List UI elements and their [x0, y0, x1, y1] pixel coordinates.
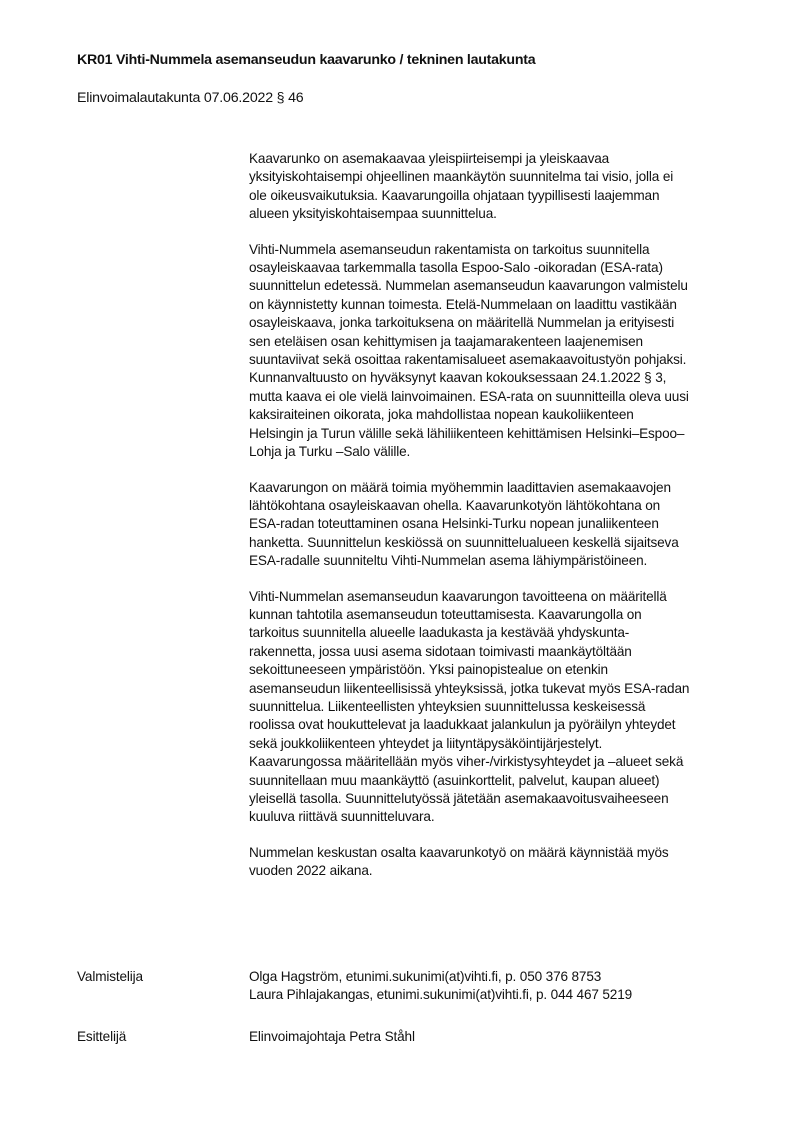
text-line: Kaavarungossa määritellään myös viher-/virkistysyhteydet ja –alueet sekä [249, 754, 684, 770]
text-line: suunnittelun edetessä. Nummelan asemanseudun kaavarungon valmistelu [249, 278, 688, 294]
text-line: ESA-radan toteuttaminen osana Helsinki-Turku nopean junaliikenteen [249, 516, 659, 532]
text-line: kunnan tahtotila asemanseudun toteuttamisesta. Kaavarungolla on [249, 606, 642, 622]
text-line: hanketta. Suunnittelun keskiössä on suunnittelualueen keskellä sijaitseva [249, 534, 679, 550]
text-line: Kaavarunko on asemakaavaa yleispiirteisempi ja yleiskaavaa [249, 151, 610, 166]
paragraph [249, 844, 749, 881]
body-text [249, 150, 749, 898]
text-line: osayleiskaava, jonka tarkoituksena on määritellä Nummelan ja erityisesti [249, 315, 675, 331]
text-line: rakennetta, jossa uusi asema sidotaan toimivasti maankäytöltään [249, 643, 632, 659]
paragraph [249, 479, 749, 571]
text-line: Kaavarungon on määrä toimia myöhemmin laadittavien asemakaavojen [249, 479, 671, 495]
text-line: Kunnanvaltuusto on hyväksynyt kaavan kokouksessaan 24.1.2022 § 3, [249, 370, 667, 386]
meeting-reference: Elinvoimalautakunta 07.06.2022 § 46 [77, 90, 304, 106]
text-line: asemanseudun liikenteellisissä yhteyksissä, jotka tukevat myös ESA-radan [249, 680, 690, 696]
text-line: lähtökohtana osayleiskaavan ohella. Kaavarunkotyön lähtökohtana on [249, 497, 661, 513]
preparer-contacts [249, 968, 632, 1005]
text-line: ESA-radalle suunniteltu Vihti-Nummelan asema lähiympäristöineen. [249, 553, 648, 569]
text-line: Lohja ja Turku –Salo välille. [249, 444, 411, 460]
presenter-name-wrap [249, 1028, 415, 1046]
text-line: sen eteläisen osan kehittymisen ja taajamarakenteen laajenemisen [249, 333, 643, 349]
text-line: tarkoitus suunnitella alueelle laadukasta ja kestävää yhdyskunta- [249, 625, 630, 641]
text-line: mutta kaava ei ole vielä lainvoimainen. ESA-rata on suunnitteilla oleva uusi [249, 388, 689, 404]
text-line: Vihti-Nummela asemanseudun rakentamista on tarkoitus suunnitella [249, 241, 650, 257]
text-line: on käynnistetty kunnan toimesta. Etelä-Nummelaan on laadittu vastikään [249, 296, 677, 312]
presenter-label: Esittelijä [77, 1029, 127, 1044]
preparer-contact: Laura Pihlajakangas, etunimi.sukunimi(at)vihti.fi, p. 044 467 5219 [249, 987, 633, 1003]
text-line: sekä joukkoliikenteen yhteydet ja liityntäpysäköintijärjestelyt. [249, 735, 603, 751]
text-line: osayleiskaavaa tarkemmalla tasolla Espoo-Salo -oikoradan (ESA-rata) [249, 260, 663, 276]
paragraph [249, 241, 749, 462]
preparer-contact: Olga Hagström, etunimi.sukunimi(at)vihti.fi, p. 050 376 8753 [249, 969, 602, 984]
document-title: KR01 Vihti-Nummela asemanseudun kaavarunko / tekninen lautakunta [77, 52, 536, 68]
text-line: suuntaviivat sekä osoittaa rakentamisalueet asemakaavoitustyön pohjaksi. [249, 352, 687, 368]
paragraph [249, 588, 749, 827]
text-line: Vihti-Nummelan asemanseudun kaavarungon tavoitteena on määritellä [249, 588, 667, 604]
text-line: yksityiskohtaisempi ohjeellinen maankäytön suunnitelma tai visio, jolla ei [249, 169, 674, 185]
text-line: sekoittuneeseen ympäristöön. Yksi painopistealue on etenkin [249, 662, 608, 678]
paragraph [249, 150, 749, 224]
preparer-label: Valmistelija [77, 969, 143, 984]
text-line: vuoden 2022 aikana. [249, 863, 373, 879]
text-line: Nummelan keskustan osalta kaavarunkotyö on määrä käynnistää myös [249, 844, 669, 860]
text-line: suunnittelua. Liikenteellisten yhteyksien suunnittelussa keskeisessä [249, 698, 646, 714]
text-line: Helsingin ja Turun välille sekä lähiliikenteen kehittämisen Helsinki–Espoo– [249, 425, 685, 441]
text-line: suunnitellaan muu maankäyttö (asuinkorttelit, palvelut, kaupan alueet) [249, 772, 660, 788]
text-line: kuuluva riittävä suunnitteluvara. [249, 809, 435, 825]
text-line: yleisellä tasolla. Suunnittelutyössä jätetään asemakaavoitusvaiheeseen [249, 791, 669, 806]
text-line: ole oikeusvaikutuksia. Kaavarungoilla ohjataan tyypillisesti laajemman [249, 187, 660, 203]
text-line: alueen yksityiskohtaisempaa suunnittelua. [249, 206, 497, 222]
text-line: kaksiraiteinen oikorata, joka mahdollistaa nopean kaukoliikenteen [249, 407, 634, 423]
text-line: roolissa ovat houkuttelevat ja laadukkaat jalankulun ja pyöräilyn yhteydet [249, 717, 676, 733]
presenter-name: Elinvoimajohtaja Petra Ståhl [249, 1029, 415, 1044]
